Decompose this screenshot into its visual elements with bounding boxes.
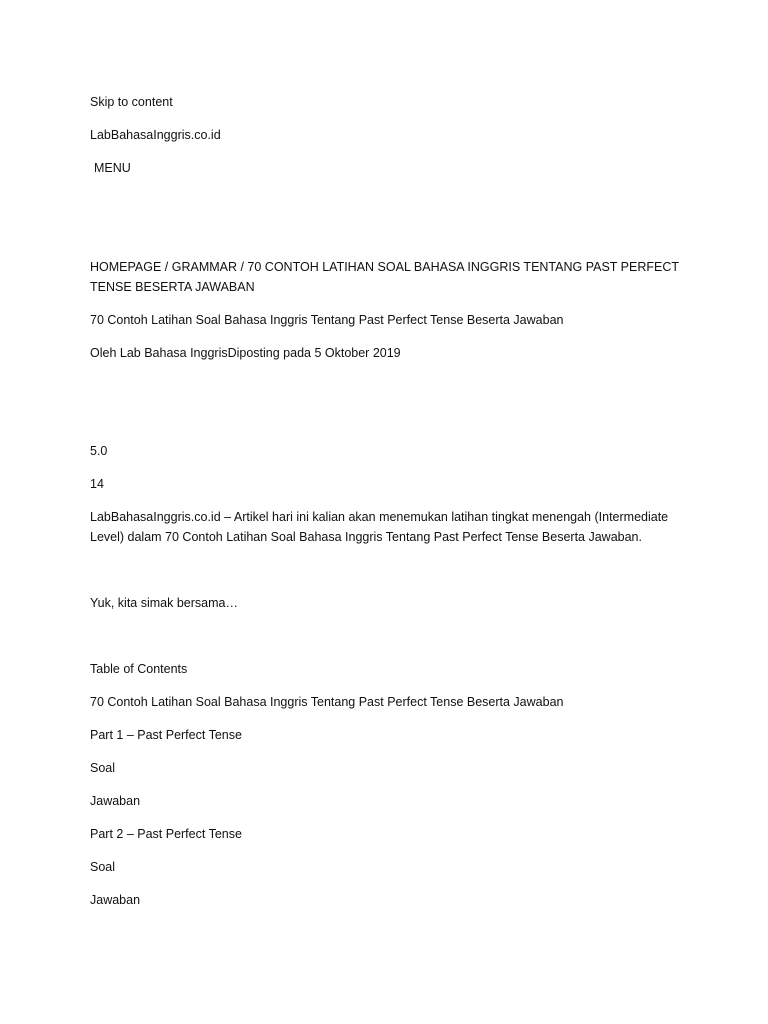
toc-item[interactable] (90, 857, 563, 890)
toc-link-part-2-jawaban[interactable]: Jawaban (90, 893, 141, 907)
breadcrumb: HOMEPAGE / GRAMMAR / 70 CONTOH LATIHAN SOAL BAHASA INGGRIS TENTANG PAST PERFECT TENSE BESERTA JAWABAN (90, 260, 679, 294)
site-name-link[interactable]: LabBahasaInggris.co.id (90, 128, 221, 142)
toc-item[interactable] (90, 725, 563, 758)
toc-link-part-2[interactable]: Part 2 – Past Perfect Tense (90, 827, 242, 841)
article-intro: LabBahasaInggris.co.id – Artikel hari ini kalian akan menemukan latihan tingkat menengah (Intermediate Level) dalam 70 Contoh Latihan Soal Bahasa Inggris Tentang Past Perfect Tense Beserta Jawaban. (90, 510, 669, 544)
toc-title: Table of Contents (90, 662, 188, 676)
toc-link-part-2-soal[interactable]: Soal (90, 860, 116, 874)
table-of-contents (90, 692, 563, 923)
menu-button[interactable]: MENU (94, 161, 131, 175)
toc-item[interactable] (90, 791, 563, 824)
toc-link-main[interactable]: 70 Contoh Latihan Soal Bahasa Inggris Tentang Past Perfect Tense Beserta Jawaban (90, 695, 564, 709)
skip-to-content-link[interactable]: Skip to content (90, 95, 173, 109)
toc-item[interactable] (90, 890, 563, 923)
page-title: 70 Contoh Latihan Soal Bahasa Inggris Tentang Past Perfect Tense Beserta Jawaban (90, 313, 564, 327)
toc-link-part-1-jawaban[interactable]: Jawaban (90, 794, 141, 808)
toc-link-part-1[interactable]: Part 1 – Past Perfect Tense (90, 728, 242, 742)
rating-value: 5.0 (90, 444, 108, 458)
article-lead-in: Yuk, kita simak bersama… (90, 596, 238, 610)
rating-count: 14 (90, 477, 104, 491)
toc-item[interactable] (90, 824, 563, 857)
toc-item[interactable] (90, 758, 563, 791)
article-byline: Oleh Lab Bahasa InggrisDiposting pada 5 Oktober 2019 (90, 346, 401, 360)
toc-link-part-1-soal[interactable]: Soal (90, 761, 116, 775)
toc-item[interactable] (90, 692, 563, 725)
